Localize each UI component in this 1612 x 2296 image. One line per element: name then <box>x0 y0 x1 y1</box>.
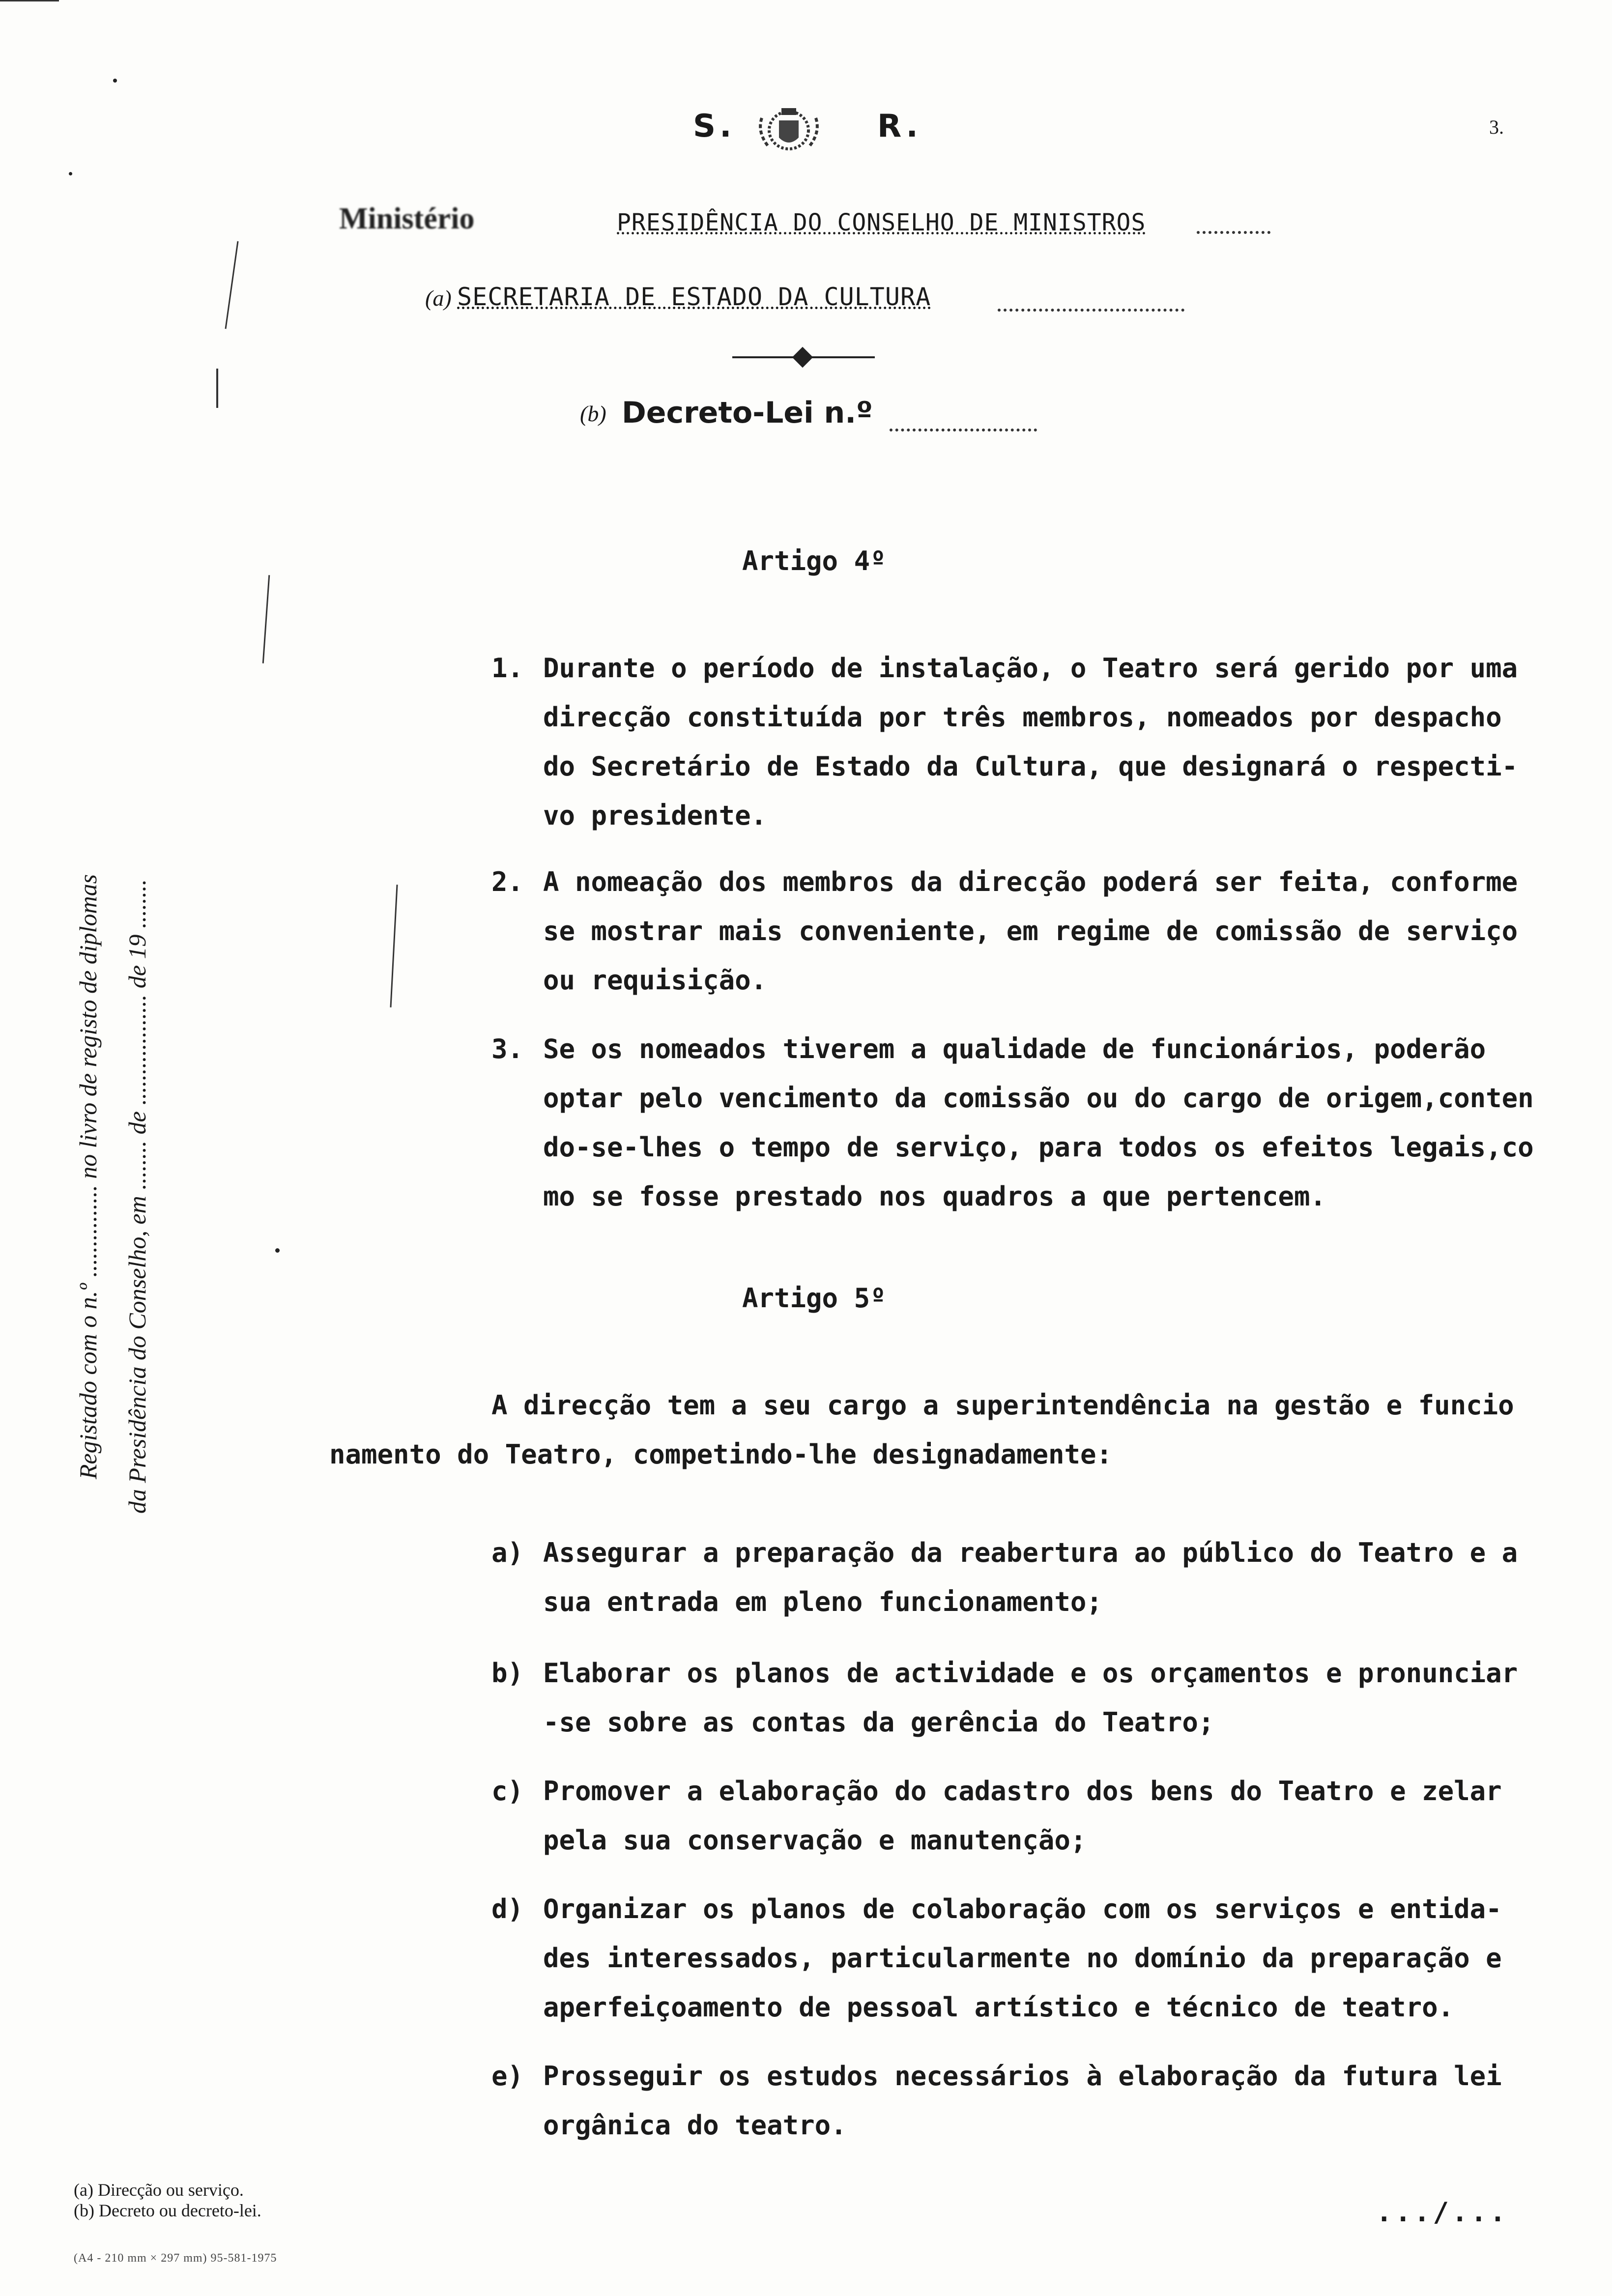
article-5-item-letter: b) <box>491 1658 524 1689</box>
article-5-item-letter: c) <box>491 1776 524 1807</box>
scan-stroke <box>225 241 238 329</box>
ministry-prefix: Ministério <box>339 202 475 235</box>
article-4-item-3: Se os nomeados tiverem a qualidade de funcionários, poderão optar pelo vencimento da comissão ou do cargo de origem,conten do-se-lhes o tempo de serviço, para todos os efeitos legais,co mo se fosse prestado nos quadros a que pertencem. <box>543 1033 1534 1212</box>
article-4-item-number: 3. <box>491 1033 524 1064</box>
article-5-intro: A direcção tem a seu cargo a superintendência na gestão e funcio namento do Teatro, competindo-lhe designadamente: <box>329 1390 1514 1470</box>
header-right-letter: R. <box>877 108 922 144</box>
scan-stroke <box>262 575 270 663</box>
divider-diamond <box>792 347 813 368</box>
footnote-a: (a) Direcção ou serviço. <box>74 2180 244 2200</box>
scan-speck <box>275 1248 280 1253</box>
decree-number-field <box>890 429 1037 431</box>
ministry-dotted-line <box>1197 231 1270 234</box>
print-code: (A4 - 210 mm × 297 mm) 95-581-1975 <box>74 2252 277 2265</box>
ministry-name: PRESIDÊNCIA DO CONSELHO DE MINISTROS <box>617 209 1146 236</box>
footnote-b: (b) Decreto ou decreto-lei. <box>74 2201 261 2220</box>
page-number: 3. <box>1489 116 1504 138</box>
scan-stroke <box>216 369 218 408</box>
department-name: SECRETARIA DE ESTADO DA CULTURA <box>457 283 931 311</box>
scan-stroke <box>390 885 398 1007</box>
scan-speck <box>69 172 72 175</box>
article-4-title: Artigo 4º <box>742 545 886 576</box>
article-5-item-a: Assegurar a preparação da reabertura ao público do Teatro e a sua entrada em pleno funcionamento; <box>543 1537 1518 1617</box>
article-5-item-d: Organizar os planos de colaboração com os serviços e entida- des interessados, particularmente no domínio da preparação e aperfeiçoamento de pessoal artístico e técnico de teatro. <box>543 1894 1502 2023</box>
department-dotted-line <box>998 309 1184 312</box>
registration-stamp-line-1: Registado com o n.º ............... no livro de registo de diplomas <box>74 874 102 1479</box>
header-left-letter: S. <box>693 108 736 144</box>
article-4-item-1: Durante o período de instalação, o Teatro será gerido por uma direcção constituída por três membros, nomeados por despacho do Secretário de Estado da Cultura, que designará o respecti- vo presidente. <box>543 653 1518 831</box>
article-4-item-number: 1. <box>491 653 524 684</box>
scan-edge-mark <box>0 0 59 1</box>
department-label: (a) <box>425 286 452 311</box>
continuation-mark: .../... <box>1376 2197 1509 2228</box>
coat-of-arms-icon <box>752 103 826 157</box>
article-5-item-letter: a) <box>491 1537 524 1568</box>
article-5-item-letter: e) <box>491 2061 524 2092</box>
article-4-item-number: 2. <box>491 866 524 897</box>
article-5-item-letter: d) <box>491 1894 524 1924</box>
article-5-item-e: Prosseguir os estudos necessários à elaboração da futura lei orgânica do teatro. <box>543 2061 1502 2141</box>
article-5-item-c: Promover a elaboração do cadastro dos bens do Teatro e zelar pela sua conservação e manutenção; <box>543 1776 1502 1856</box>
article-4-item-2: A nomeação dos membros da direcção poderá ser feita, conforme se mostrar mais conveniente, em regime de comissão de serviço ou requisição. <box>543 866 1518 996</box>
registration-stamp-line-2: da Presidência do Conselho, em ........ de .................. de 19 ........ <box>123 879 151 1514</box>
decree-label: (b) <box>580 401 606 426</box>
article-5-title: Artigo 5º <box>742 1283 886 1314</box>
scan-speck <box>113 79 117 83</box>
article-5-item-b: Elaborar os planos de actividade e os orçamentos e pronunciar -se sobre as contas da gerência do Teatro; <box>543 1658 1518 1738</box>
decree-title: Decreto-Lei n.º <box>622 396 873 430</box>
